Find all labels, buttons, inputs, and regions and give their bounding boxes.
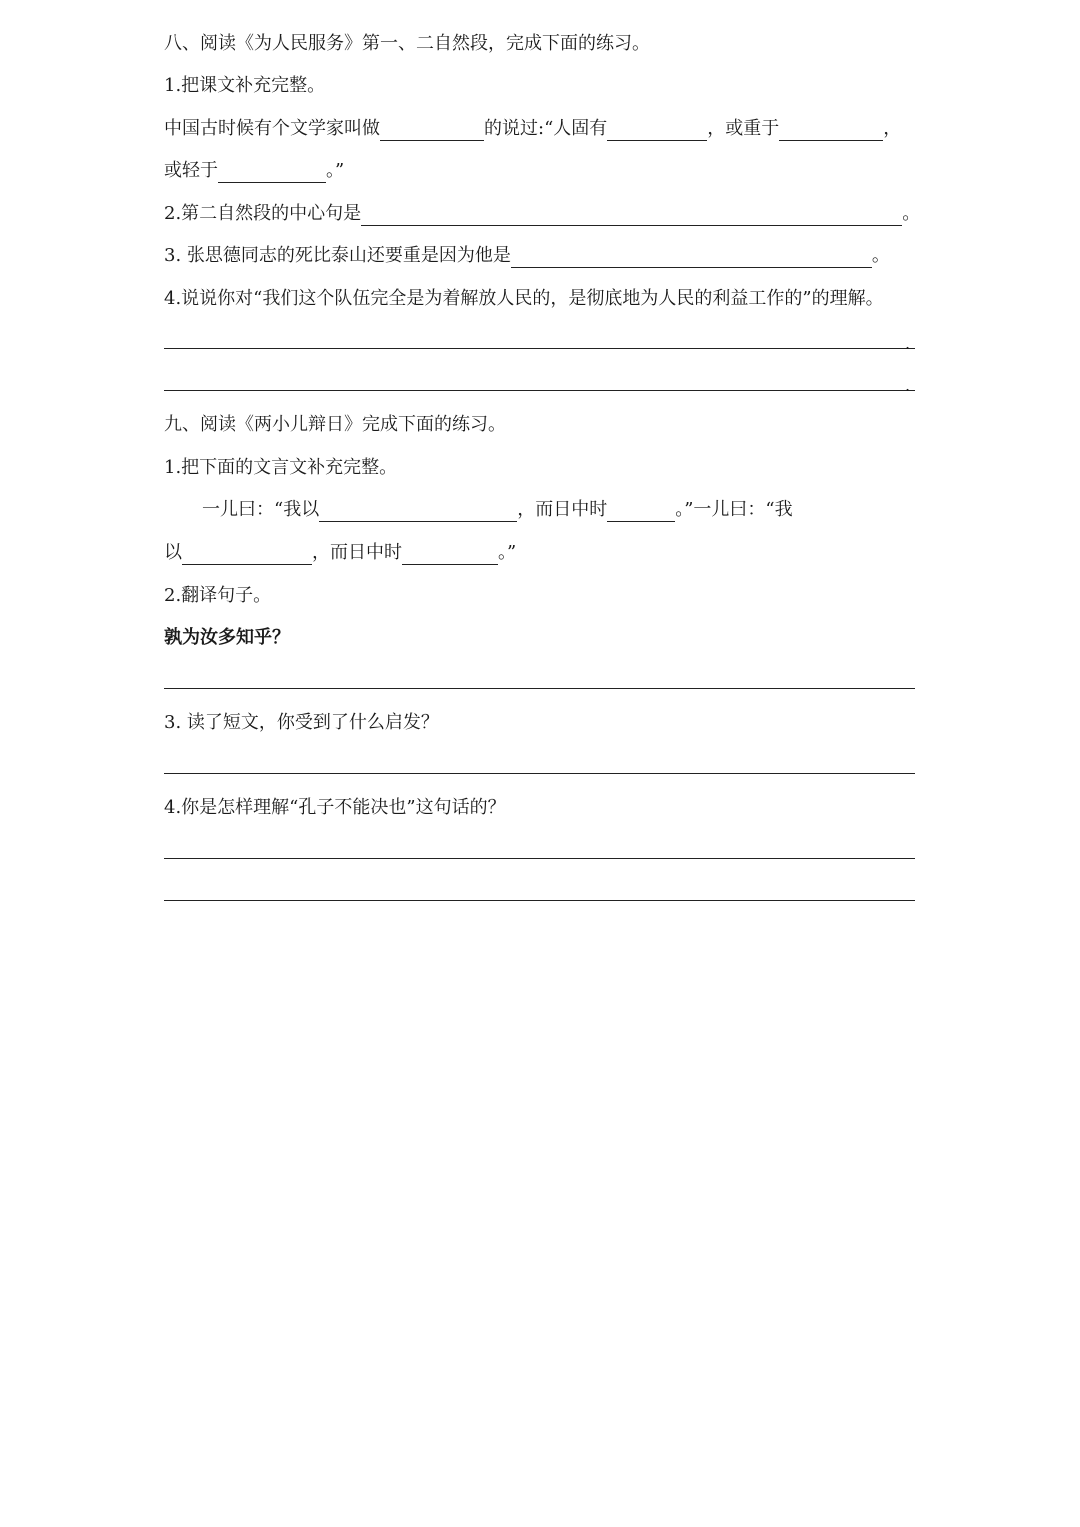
answer-line[interactable]	[164, 688, 915, 689]
section-9-q2-label: 2.翻译句子。	[164, 585, 272, 606]
q1-classical-part4: 以	[164, 542, 182, 563]
blank-hong-mao[interactable]	[218, 162, 326, 183]
q1-text-part2: 的说过:“人固有	[484, 118, 608, 139]
answer-line[interactable]	[164, 773, 915, 774]
q2-text: 2.第二自然段的中心句是	[164, 203, 362, 224]
section-8-q1-line1	[164, 117, 901, 141]
q3-text: 3. 张思德同志的死比泰山还要重是因为他是	[164, 245, 511, 266]
q1-classical-part6: 。”	[498, 542, 517, 563]
section-8-title: 八、阅读《为人民服务》第一、二自然段，完成下面的练习。	[164, 33, 650, 54]
q3-end: 。	[871, 245, 890, 266]
q2-end: 。	[902, 203, 921, 224]
section-8-q4: 4.说说你对“我们这个队伍完全是为着解放人民的，是彻底地为人民的利益工作的”的理解。	[164, 288, 884, 309]
blank-sun-far-2[interactable]	[182, 544, 312, 565]
section-9-q2-sentence: 孰为汝多知乎？	[164, 627, 290, 648]
answer-line[interactable]	[164, 348, 915, 349]
line-end-dot: .	[905, 376, 911, 395]
answer-line[interactable]	[164, 858, 915, 859]
blank-central-sentence[interactable]	[361, 205, 902, 226]
q1-text-part3: ，或重于	[707, 118, 780, 139]
q1-classical-part1: 一儿曰：“我以	[202, 499, 320, 520]
q1-text-part5: 或轻于	[164, 160, 218, 181]
q1-classical-part2: ，而日中时	[517, 499, 608, 520]
section-9-q1-label: 1.把下面的文言文补充完整。	[164, 457, 398, 478]
blank-reason[interactable]	[511, 247, 872, 268]
section-8-q1-label: 1.把课文补充完整。	[164, 75, 326, 96]
blank-tai-shan[interactable]	[779, 120, 883, 141]
section-9-q4-label: 4.你是怎样理解“孔子不能决也”这句话的？	[164, 797, 506, 818]
section-9-title: 九、阅读《两小儿辩日》完成下面的练习。	[164, 414, 506, 435]
blank-sun-near[interactable]	[319, 501, 517, 522]
blank-sun-far[interactable]	[607, 501, 675, 522]
section-9-q3-label: 3. 读了短文，你受到了什么启发？	[164, 712, 439, 733]
q1-classical-part3: 。”一儿曰：“我	[675, 499, 793, 520]
section-8-q1-line2	[164, 159, 344, 183]
blank-sun-near-2[interactable]	[402, 544, 498, 565]
section-9-q1-line2	[164, 541, 516, 565]
q1-text-part4: ，	[883, 118, 902, 139]
section-8-q2	[164, 202, 920, 226]
blank-writer-name[interactable]	[380, 120, 484, 141]
answer-line[interactable]	[164, 390, 915, 391]
section-9-q1-line1	[202, 498, 793, 522]
q1-classical-part5: ，而日中时	[312, 542, 402, 563]
line-end-dot: .	[905, 334, 911, 353]
q1-text-part1: 中国古时候有个文学家叫做	[164, 118, 380, 139]
answer-line[interactable]	[164, 900, 915, 901]
q1-text-part6: 。”	[326, 160, 345, 181]
section-8-q3	[164, 244, 890, 268]
blank-yi-si[interactable]	[607, 120, 707, 141]
